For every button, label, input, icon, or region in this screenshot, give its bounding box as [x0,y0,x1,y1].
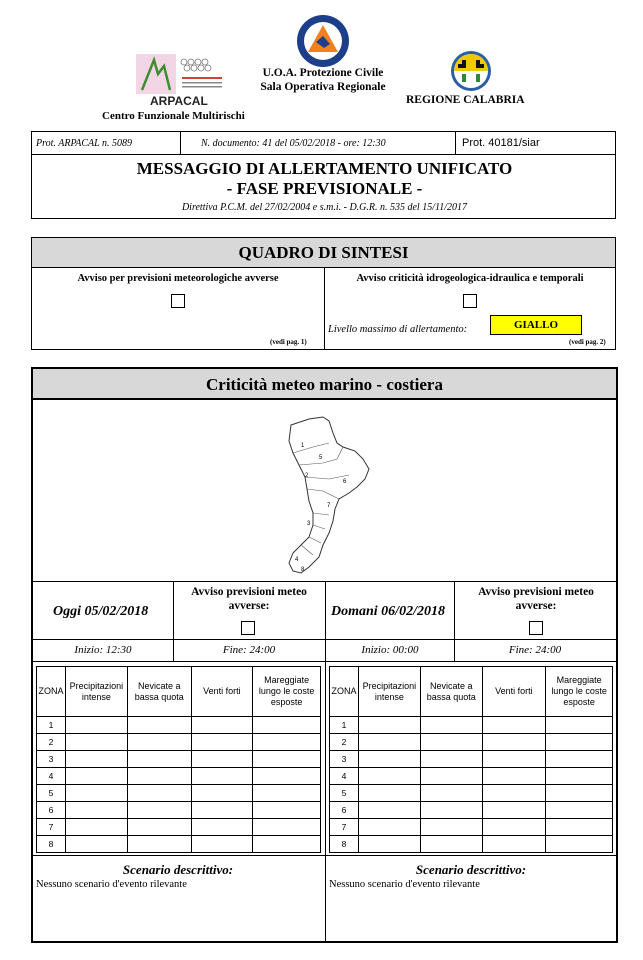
domani-inizio: Inizio: 00:00 [361,644,419,656]
domani-avviso-label: Avviso previsioni meteo avverse: [478,586,594,612]
col-venti: Venti forti [482,667,546,717]
table-row [330,785,613,802]
col-nevicate: Nevicate a bassa quota [420,667,482,717]
message-header-box [31,155,616,219]
map-zone-label: 4 [295,557,299,563]
table-row [330,768,613,785]
zone-number: 7 [37,819,66,836]
zone-number: 8 [37,836,66,853]
scenario-title-domani: Scenario descrittivo: [415,862,527,877]
message-phase: - FASE PREVISIONALE - [226,179,423,198]
avviso-meteo-checkbox[interactable] [171,294,185,308]
zone-number: 1 [330,717,359,734]
criticita-title: Criticità meteo marino - costiera [33,369,616,400]
prot-arpacal: Prot. ARPACAL n. 5089 [31,131,181,155]
zone-number: 6 [37,802,66,819]
table-row [330,836,613,853]
table-row [330,734,613,751]
col-zona: ZONA [37,667,66,717]
table-row [37,819,321,836]
zone-number: 4 [330,768,359,785]
regione-calabria-logo [448,50,494,92]
vedi-pag-2: (vedi pag. 2) [569,338,606,346]
criticita-meteo-box [31,367,618,943]
oggi-inizio: Inizio: 12:30 [74,644,132,656]
protezione-civile-logo [296,14,350,68]
col-zona: ZONA [330,667,359,717]
domani-date: Domani 06/02/2018 [331,604,445,619]
domani-fine: Fine: 24:00 [508,644,562,656]
zone-number: 6 [330,802,359,819]
map-zone-label: 8 [301,567,305,573]
message-title: MESSAGGIO DI ALLERTAMENTO UNIFICATO [136,159,513,178]
protocol-row [31,131,616,155]
calabria-zones-map [279,413,379,583]
avviso-idro-checkbox[interactable] [463,294,477,308]
oggi-date: Oggi 05/02/2018 [53,604,149,619]
table-row [330,717,613,734]
uoa-line-1: U.O.A. Protezione Civile [262,67,384,79]
zone-number: 5 [330,785,359,802]
table-row [37,785,321,802]
oggi-fine: Fine: 24:00 [222,644,276,656]
table-row [330,819,613,836]
col-venti: Venti forti [191,667,253,717]
col-mareggiate: Mareggiate lungo le coste esposte [253,667,321,717]
map-zone-label: 2 [305,473,309,479]
zone-number: 2 [37,734,66,751]
avviso-meteo-label: Avviso per previsioni meteorologiche avverse [77,273,279,284]
zone-number: 3 [37,751,66,768]
oggi-avviso-checkbox[interactable] [241,621,255,635]
zone-number: 2 [330,734,359,751]
documento-number: N. documento: 41 del 05/02/2018 - ore: 12:30 [181,131,456,155]
centro-funzionale-label: Centro Funzionale Multirischi [102,110,245,122]
message-direttiva: Direttiva P.C.M. del 27/02/2004 e s.m.i. - D.G.R. n. 535 del 15/11/2017 [181,202,468,213]
table-row [37,751,321,768]
oggi-avviso-label: Avviso previsioni meteo avverse: [191,586,307,612]
col-nevicate: Nevicate a bassa quota [127,667,191,717]
zone-number: 3 [330,751,359,768]
col-mareggiate: Mareggiate lungo le coste esposte [546,667,613,717]
map-zone-label: 7 [327,503,331,509]
domani-avviso-checkbox[interactable] [529,621,543,635]
map-zone-label: 5 [319,455,323,461]
livello-label: Livello massimo di allertamento: [328,324,468,335]
quadro-sintesi-title: QUADRO DI SINTESI [32,238,615,268]
table-row [37,802,321,819]
vedi-pag-1: (vedi pag. 1) [270,338,307,346]
livello-badge: GIALLO [490,315,582,335]
map-zone-label: 3 [307,521,311,527]
uoa-line-2: Sala Operativa Regionale [260,81,386,93]
scenario-text-domani: Nessuno scenario d'evento rilevante [329,879,480,890]
prot-siar: Prot. 40181/siar [456,131,616,155]
table-row [37,768,321,785]
quadro-sintesi-box [31,237,616,350]
table-row [37,717,321,734]
scenario-title-oggi: Scenario descrittivo: [122,862,234,877]
zone-number: 1 [37,717,66,734]
scenario-text-oggi: Nessuno scenario d'evento rilevante [36,879,187,890]
map-zone-label: 6 [343,479,347,485]
arpacal-logo [134,52,226,96]
regione-calabria-label: REGIONE CALABRIA [406,94,525,106]
zone-table-oggi [36,666,321,853]
col-precipitazioni: Precipitazioni intense [358,667,420,717]
arpacal-name: ARPACAL [150,94,208,108]
zone-number: 5 [37,785,66,802]
table-row [330,751,613,768]
zone-table-domani [329,666,613,853]
zone-number: 8 [330,836,359,853]
divider [325,581,326,943]
col-precipitazioni: Precipitazioni intense [65,667,127,717]
zone-number: 7 [330,819,359,836]
table-row [37,734,321,751]
table-row [330,802,613,819]
table-row [37,836,321,853]
zone-number: 4 [37,768,66,785]
map-zone-label: 1 [301,443,305,449]
avviso-idro-label: Avviso criticità idrogeologica-idraulica e temporali [356,273,584,284]
